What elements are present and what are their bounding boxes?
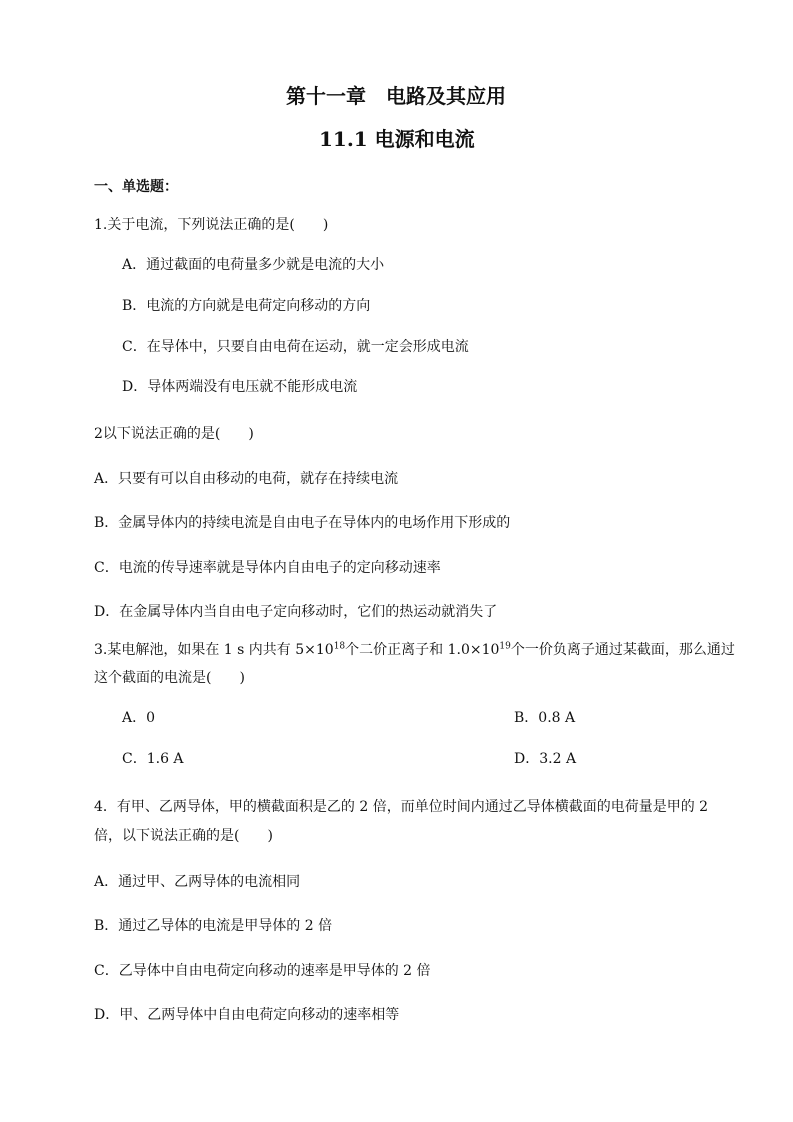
question-4-stem-line-2: 倍，以下说法正确的是( )	[94, 828, 273, 844]
question-3-stem-line-1	[94, 639, 735, 659]
question-2-option-d: D．在金属导体内当自由电子定向移动时，它们的热运动就消失了	[94, 604, 498, 620]
question-1-option-a: A．通过截面的电荷量多少就是电流的大小	[122, 257, 385, 273]
question-3-stem-part-3: 个一价负离子通过某截面，那么通过	[510, 642, 735, 658]
question-4-option-b: B．通过乙导体的电流是甲导体的 2 倍	[94, 918, 333, 934]
question-2-option-b: B．金属导体内的持续电流是自由电子在导体内的电场作用下形成的	[94, 515, 511, 531]
question-4-stem-line-1: 4．有甲、乙两导体，甲的横截面积是乙的 2 倍，而单位时间内通过乙导体横截面的电荷量是甲的 2	[94, 799, 709, 815]
chapter-title: 第十一章 电路及其应用	[286, 84, 506, 108]
question-3-stem-line-2: 这个截面的电流是( )	[94, 670, 245, 686]
question-3-exponent-2: 19	[499, 641, 511, 652]
question-2-option-c: C．电流的传导速率就是导体内自由电子的定向移动速率	[94, 560, 441, 576]
question-1-option-d: D．导体两端没有电压就不能形成电流	[122, 379, 358, 395]
question-4-option-a: A．通过甲、乙两导体的电流相同	[94, 874, 301, 890]
question-1-option-c: C．在导体中，只要自由电荷在运动，就一定会形成电流	[122, 339, 469, 355]
question-4-option-c: C．乙导体中自由电荷定向移动的速率是甲导体的 2 倍	[94, 963, 431, 979]
question-3-option-c: C．1.6 A	[122, 751, 184, 767]
question-3-stem-part-1: 3.某电解池，如果在 1 s 内共有 5×10	[94, 642, 334, 658]
section-label: 一、单选题：	[94, 179, 178, 195]
question-3-option-b: B．0.8 A	[514, 710, 576, 726]
question-3-exponent-1: 18	[333, 641, 346, 652]
question-2-option-a: A．只要有可以自由移动的电荷，就存在持续电流	[94, 471, 399, 487]
question-4-option-d: D．甲、乙两导体中自由电荷定向移动的速率相等	[94, 1007, 400, 1023]
question-3-option-d: D．3.2 A	[514, 751, 577, 767]
question-1-option-b: B．电流的方向就是电荷定向移动的方向	[122, 298, 371, 314]
question-2-stem: 2以下说法正确的是( )	[94, 426, 254, 442]
question-3-stem-part-2: 个二价正离子和 1.0×10	[345, 642, 500, 658]
lesson-title: 11.1 电源和电流	[319, 127, 475, 151]
question-3-option-a: A．0	[122, 710, 156, 726]
question-1-stem: 1.关于电流，下列说法正确的是( )	[94, 217, 329, 233]
